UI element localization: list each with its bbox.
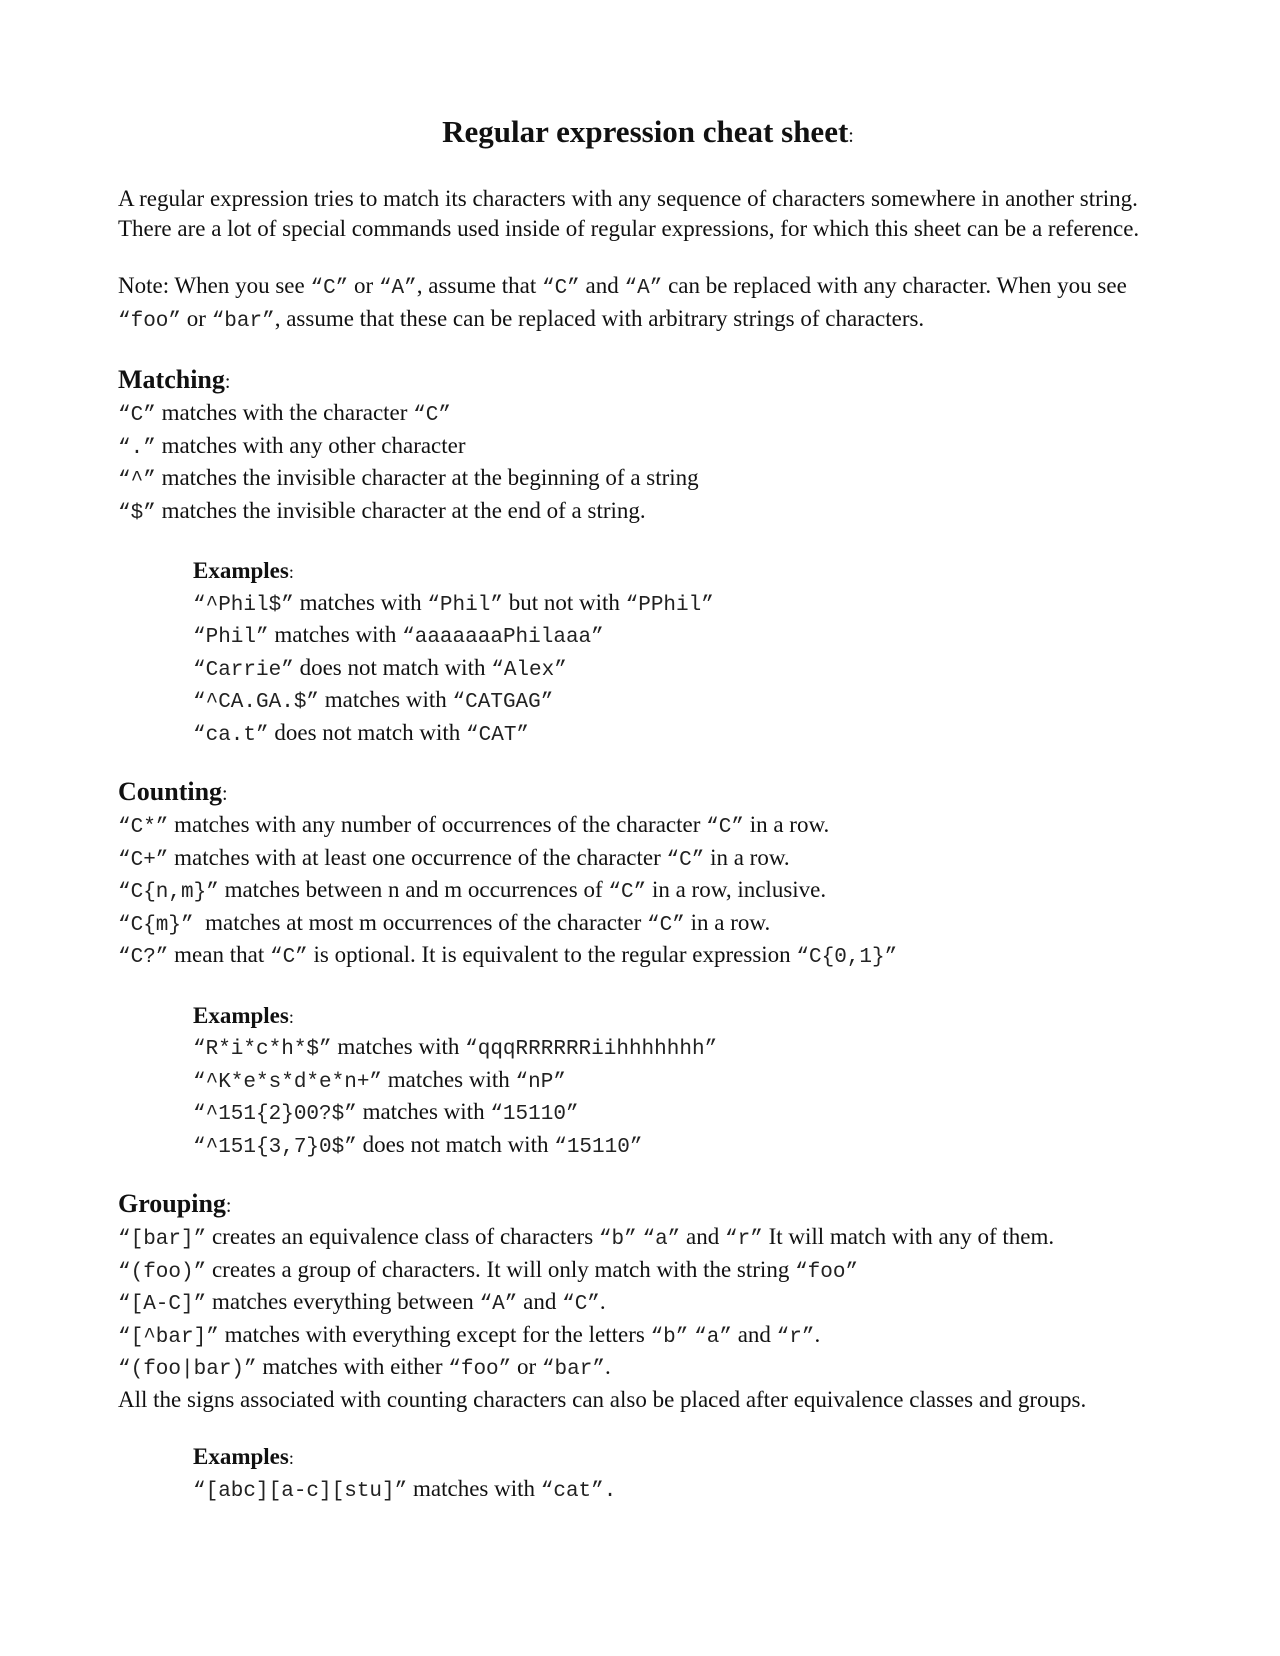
counting-line: “C{m}” matches at most m occurrences of the character “C” in a row. [118,909,771,937]
note-paragraph: Note: When you see “C” or “A”, assume that “C” and “A” can be replaced with any character. When you see “foo” or “bar”, assume that these can be replaced with arbitrary strings of characters. [118,273,1127,333]
matching-examples [193,556,1178,750]
grouping-line: “(foo)” creates a group of characters. It will only match with the string “foo” [118,1256,859,1284]
intro-paragraph: A regular expression tries to match its characters with any sequence of characters somewhere in another string. There are a lot of special commands used inside of regular expressions, for which this sheet can be a reference. [118,186,1140,241]
examples-heading: Examples: [193,558,294,583]
grouping-section [118,1188,1178,1506]
counting-heading: Counting: [118,777,228,806]
examples-heading: Examples: [193,1002,294,1028]
matching-line: “C” matches with the character “C” [118,400,451,427]
example-line: “ca.t” does not match with “CAT” [193,719,530,747]
grouping-closing: All the signs associated with counting characters can also be placed after equivalence classes and groups. [118,1386,1087,1412]
matching-line: “$” matches the invisible character at the end of a string. [118,497,646,525]
example-line: “^Phil$” matches with “Phil” but not with “PPhil” [193,589,714,617]
page-title [118,112,1178,156]
counting-line: “C*” matches with any number of occurrences of the character “C” in a row. [118,812,830,839]
grouping-line: “[bar]” creates an equivalence class of characters “b” “a” and “r” It will match with any of them. [118,1224,1055,1251]
matching-line: “^” matches the invisible character at the beginning of a string [118,465,699,492]
grouping-examples [193,1442,1178,1506]
example-line: “[abc][a-c][stu]” matches with “cat”. [193,1475,617,1503]
examples-heading: Examples: [193,1444,294,1469]
example-line: “Phil” matches with “aaaaaaaPhilaaa” [193,622,604,649]
counting-line: “C+” matches with at least one occurrence of the character “C” in a row. [118,844,790,872]
grouping-line: “[A-C]” matches everything between “A” and “C”. [118,1289,606,1316]
matching-heading: Matching: [118,365,231,394]
example-line: “^K*e*s*d*e*n+” matches with “nP” [193,1066,566,1094]
example-line: “^151{3,7}0$” does not match with “15110” [193,1131,643,1159]
matching-line: “.” matches with any other character [118,432,466,460]
example-line: “^CA.GA.$” matches with “CATGAG” [193,687,554,714]
matching-section [118,364,1178,750]
grouping-line: “(foo|bar)” matches with either “foo” or “bar”. [118,1354,611,1381]
title-colon: : [848,125,854,147]
document-page [118,112,1178,1532]
example-line: “R*i*c*h*$” matches with “qqqRRRRRRiihhhhhhh” [193,1034,718,1061]
title-text: Regular expression cheat sheet [442,114,849,149]
counting-line: “C?” mean that “C” is optional. It is equivalent to the regular expression “C{0,1}” [118,942,898,969]
counting-section [118,776,1178,1162]
counting-examples [193,1001,1178,1163]
example-line: “Carrie” does not match with “Alex” [193,654,567,682]
grouping-heading: Grouping: [118,1189,232,1218]
grouping-line: “[^bar]” matches with everything except for the letters “b” “a” and “r”. [118,1321,821,1349]
example-line: “^151{2}00?$” matches with “15110” [193,1099,579,1126]
counting-line: “C{n,m}” matches between n and m occurrences of “C” in a row, inclusive. [118,877,827,904]
